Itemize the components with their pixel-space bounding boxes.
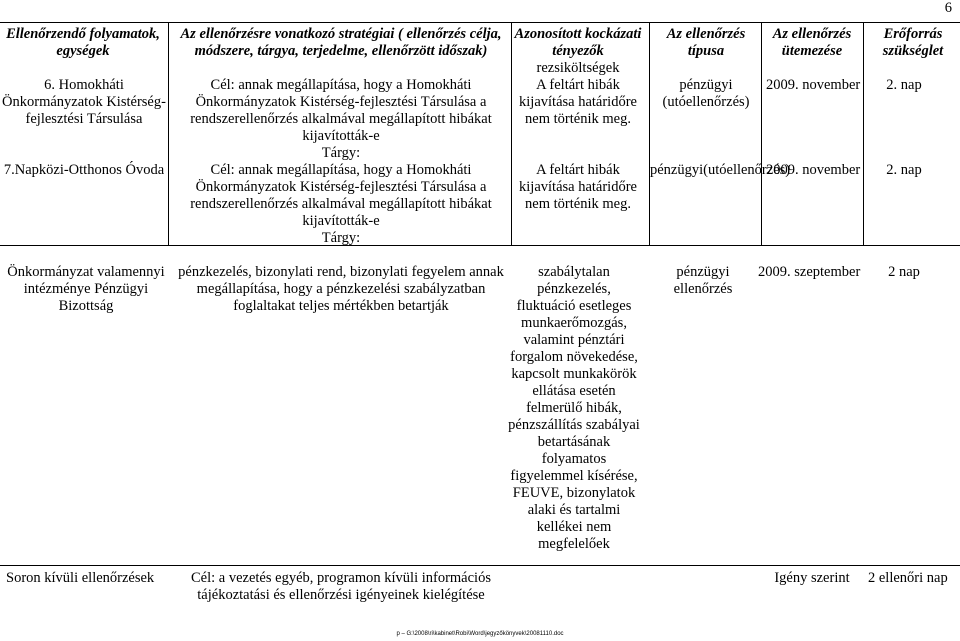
table-top-border [0,22,960,23]
subject-label: Tárgy: [321,145,361,161]
resource-extraordinary-audits: 2 ellenőri nap [868,570,948,586]
risk-cash-handling: szabálytalan pénzkezelés, fluktuáció esetleges munkaerőmozgás, valamint pénztári forgalom növekedése, kapcsolt munkakörök ellátása esetén felmerülő hibák, pénzszállítás szabályai betartásának folyamatos figyelemmel kísérése, FEUVE, bizonylatok alaki és tartalmi kellékei nem megfelelőek [508,264,640,552]
header-risks: Azonosított kockázati tényezők [514,26,642,59]
goal-cash-handling: pénzkezelés, bizonylati rend, bizonylati fegyelem annak megállapítása, hogy a pénzkezelési szabályzatban foglaltakat teljes mértékben betartják [178,264,504,314]
schedule-napkozi-otthonos-ovoda: 2009. november [766,162,861,178]
risk-homokhati-tarsulas: A feltárt hibák kijavítása határidőre nem történik meg. [519,77,637,127]
goal-homokhati-tarsulas: Cél: annak megállapítása, hogy a Homokháti Önkormányzatok Kistérség-fejlesztési Társulása a rendszerellenőrzés alkalmával megállapított hibákat kijavították-e [190,77,492,144]
schedule-cash-handling: 2009. szeptember [758,264,861,280]
column-divider [168,22,169,246]
column-divider [649,22,650,246]
resource-homokhati-tarsulas: 2. nap [886,77,922,93]
risk-napkozi-otthonos-ovoda: A feltárt hibák kijavítása határidőre nem történik meg. [519,162,637,212]
header-resources: Erőforrás szükséglet [882,26,944,59]
risk-carryover: rezsiköltségek [536,60,620,76]
resource-cash-handling: 2 nap [888,264,920,280]
type-cash-handling: pénzügyi ellenőrzés [673,264,733,297]
unit-all-institutions: Önkormányzat valamennyi intézménye Pénzügyi Bizottság [7,264,165,314]
page-number: 6 [944,0,952,16]
type-homokhati-tarsulas: pénzügyi (utóellenőrzés) [662,77,750,110]
resource-napkozi-otthonos-ovoda: 2. nap [886,162,922,178]
unit-napkozi-otthonos-ovoda: 7.Napközi-Otthonos Óvoda [3,162,165,178]
header-schedule: Az ellenőrzés ütemezése [772,26,852,59]
type-napkozi-otthonos-ovoda: pénzügyi(utóellenőrzés) [650,162,791,178]
header-type: Az ellenőrzés típusa [666,26,746,59]
column-divider [511,22,512,246]
subject-label: Tárgy: [321,230,361,246]
column-divider [863,22,864,246]
unit-extraordinary-audits: Soron kívüli ellenőrzések [6,570,155,586]
footer-file-path: p – G:\2008\ri\kabinet\Robi\Word\jegyzőkönyvek\20081110.doc [396,631,564,637]
goal-napkozi-otthonos-ovoda: Cél: annak megállapítása, hogy a Homokháti Önkormányzatok Kistérség-fejlesztési Társulása a rendszerellenőrzés alkalmával megállapított hibákat kijavították-e [190,162,492,229]
unit-homokhati-tarsulas: 6. Homokháti Önkormányzatok Kistérség-fejlesztési Társulása [2,77,166,127]
row-divider [0,565,960,566]
schedule-homokhati-tarsulas: 2009. november [766,77,861,93]
header-units: Ellenőrzendő folyamatok, egységek [6,26,160,59]
schedule-extraordinary-audits: Igény szerint [774,570,850,586]
column-divider [761,22,762,246]
header-strategy: Az ellenőrzésre vonatkozó stratégiai ( ellenőrzés célja, módszere, tárgya, terjedelme, ellenőrzött időszak) [180,26,502,59]
goal-extraordinary-audits: Cél: a vezetés egyéb, programon kívüli információs tájékoztatási és ellenőrzési igényeinek kielégítése [191,570,491,603]
